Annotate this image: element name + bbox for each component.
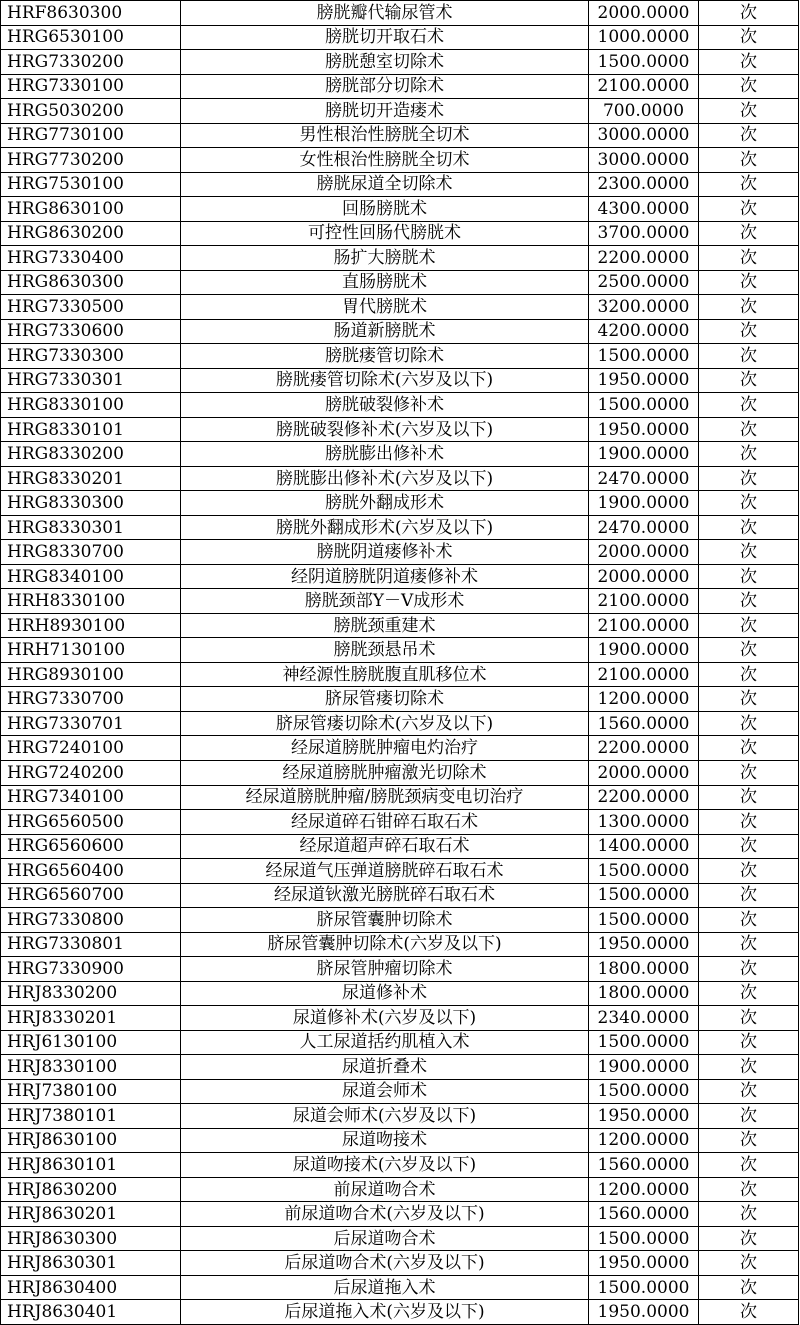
item-code-cell: HRJ8630101 bbox=[1, 1153, 181, 1178]
item-price-cell: 1560.0000 bbox=[589, 711, 699, 736]
item-price-cell: 1900.0000 bbox=[589, 442, 699, 467]
item-code-cell: HRJ7380101 bbox=[1, 1104, 181, 1129]
table-row bbox=[1, 1275, 799, 1300]
item-code-cell: HRG8330201 bbox=[1, 466, 181, 491]
item-name-cell: 直肠膀胱术 bbox=[181, 270, 589, 295]
item-unit-cell: 次 bbox=[699, 1055, 799, 1080]
item-name-cell: 回肠膀胱术 bbox=[181, 197, 589, 222]
item-price-cell: 2300.0000 bbox=[589, 172, 699, 197]
item-unit-cell: 次 bbox=[699, 197, 799, 222]
table-row bbox=[1, 393, 799, 418]
item-name-cell: 膀胱破裂修补术(六岁及以下) bbox=[181, 417, 589, 442]
table-row bbox=[1, 1226, 799, 1251]
item-price-cell: 1200.0000 bbox=[589, 1177, 699, 1202]
item-name-cell: 经尿道膀胱肿瘤激光切除术 bbox=[181, 760, 589, 785]
table-row bbox=[1, 859, 799, 884]
table-row bbox=[1, 957, 799, 982]
item-code-cell: HRG7340100 bbox=[1, 785, 181, 810]
item-code-cell: HRG8330100 bbox=[1, 393, 181, 418]
item-code-cell: HRG7330801 bbox=[1, 932, 181, 957]
item-name-cell: 膀胱瘘管切除术 bbox=[181, 344, 589, 369]
table-row bbox=[1, 515, 799, 540]
item-price-cell: 2470.0000 bbox=[589, 515, 699, 540]
item-code-cell: HRG8340100 bbox=[1, 564, 181, 589]
item-unit-cell: 次 bbox=[699, 540, 799, 565]
item-name-cell: 脐尿管瘘切除术(六岁及以下) bbox=[181, 711, 589, 736]
item-unit-cell: 次 bbox=[699, 270, 799, 295]
item-name-cell: 膀胱颈部Y－V成形术 bbox=[181, 589, 589, 614]
item-code-cell: HRG6560400 bbox=[1, 859, 181, 884]
item-price-cell: 1500.0000 bbox=[589, 50, 699, 75]
item-name-cell: 膀胱憩室切除术 bbox=[181, 50, 589, 75]
item-unit-cell: 次 bbox=[699, 564, 799, 589]
item-code-cell: HRJ8630400 bbox=[1, 1275, 181, 1300]
table-row bbox=[1, 442, 799, 467]
item-unit-cell: 次 bbox=[699, 466, 799, 491]
item-name-cell: 尿道折叠术 bbox=[181, 1055, 589, 1080]
table-row bbox=[1, 981, 799, 1006]
item-code-cell: HRG8330300 bbox=[1, 491, 181, 516]
item-name-cell: 前尿道吻合术(六岁及以下) bbox=[181, 1202, 589, 1227]
table-row bbox=[1, 810, 799, 835]
item-unit-cell: 次 bbox=[699, 491, 799, 516]
item-name-cell: 人工尿道括约肌植入术 bbox=[181, 1030, 589, 1055]
item-name-cell: 胃代膀胱术 bbox=[181, 295, 589, 320]
item-unit-cell: 次 bbox=[699, 1153, 799, 1178]
item-price-cell: 1500.0000 bbox=[589, 859, 699, 884]
item-name-cell: 后尿道吻合术(六岁及以下) bbox=[181, 1251, 589, 1276]
item-unit-cell: 次 bbox=[699, 1104, 799, 1129]
item-code-cell: HRJ8630201 bbox=[1, 1202, 181, 1227]
item-name-cell: 经尿道膀胱肿瘤电灼治疗 bbox=[181, 736, 589, 761]
item-name-cell: 膀胱膨出修补术 bbox=[181, 442, 589, 467]
table-row bbox=[1, 638, 799, 663]
item-unit-cell: 次 bbox=[699, 760, 799, 785]
item-code-cell: HRG7330500 bbox=[1, 295, 181, 320]
item-price-cell: 1950.0000 bbox=[589, 417, 699, 442]
item-name-cell: 经尿道膀胱肿瘤/膀胱颈病变电切治疗 bbox=[181, 785, 589, 810]
item-name-cell: 膀胱颈悬吊术 bbox=[181, 638, 589, 663]
item-unit-cell: 次 bbox=[699, 613, 799, 638]
item-name-cell: 经尿道碎石钳碎石取石术 bbox=[181, 810, 589, 835]
table-row bbox=[1, 736, 799, 761]
item-price-cell: 2100.0000 bbox=[589, 74, 699, 99]
item-code-cell: HRG8330200 bbox=[1, 442, 181, 467]
table-row bbox=[1, 466, 799, 491]
item-code-cell: HRG7530100 bbox=[1, 172, 181, 197]
item-name-cell: 经尿道气压弹道膀胱碎石取石术 bbox=[181, 859, 589, 884]
table-row bbox=[1, 1177, 799, 1202]
item-name-cell: 可控性回肠代膀胱术 bbox=[181, 221, 589, 246]
item-unit-cell: 次 bbox=[699, 74, 799, 99]
item-price-cell: 1900.0000 bbox=[589, 491, 699, 516]
item-unit-cell: 次 bbox=[699, 834, 799, 859]
item-price-cell: 2200.0000 bbox=[589, 785, 699, 810]
item-unit-cell: 次 bbox=[699, 221, 799, 246]
item-code-cell: HRG8330700 bbox=[1, 540, 181, 565]
item-code-cell: HRG7330600 bbox=[1, 319, 181, 344]
item-name-cell: 膀胱尿道全切除术 bbox=[181, 172, 589, 197]
item-code-cell: HRG8630100 bbox=[1, 197, 181, 222]
item-price-cell: 2470.0000 bbox=[589, 466, 699, 491]
item-price-cell: 1200.0000 bbox=[589, 1128, 699, 1153]
item-name-cell: 后尿道吻合术 bbox=[181, 1226, 589, 1251]
item-code-cell: HRG7330900 bbox=[1, 957, 181, 982]
item-code-cell: HRG7330100 bbox=[1, 74, 181, 99]
item-price-cell: 2200.0000 bbox=[589, 736, 699, 761]
item-unit-cell: 次 bbox=[699, 785, 799, 810]
table-row bbox=[1, 1079, 799, 1104]
item-code-cell: HRJ8330100 bbox=[1, 1055, 181, 1080]
item-name-cell: 膀胱颈重建术 bbox=[181, 613, 589, 638]
item-code-cell: HRG7240100 bbox=[1, 736, 181, 761]
table-row bbox=[1, 711, 799, 736]
item-unit-cell: 次 bbox=[699, 1128, 799, 1153]
item-unit-cell: 次 bbox=[699, 417, 799, 442]
table-row bbox=[1, 148, 799, 173]
item-name-cell: 男性根治性膀胱全切术 bbox=[181, 123, 589, 148]
item-price-cell: 1950.0000 bbox=[589, 932, 699, 957]
item-name-cell: 膀胱破裂修补术 bbox=[181, 393, 589, 418]
item-price-cell: 1950.0000 bbox=[589, 368, 699, 393]
item-unit-cell: 次 bbox=[699, 99, 799, 124]
item-name-cell: 膀胱瓣代输尿管术 bbox=[181, 1, 589, 26]
item-unit-cell: 次 bbox=[699, 172, 799, 197]
item-price-cell: 1800.0000 bbox=[589, 981, 699, 1006]
item-code-cell: HRG6530100 bbox=[1, 25, 181, 50]
item-name-cell: 脐尿管囊肿切除术 bbox=[181, 908, 589, 933]
table-row bbox=[1, 99, 799, 124]
item-code-cell: HRJ8630301 bbox=[1, 1251, 181, 1276]
item-unit-cell: 次 bbox=[699, 1202, 799, 1227]
item-name-cell: 膀胱外翻成形术(六岁及以下) bbox=[181, 515, 589, 540]
item-unit-cell: 次 bbox=[699, 1, 799, 26]
item-price-cell: 1300.0000 bbox=[589, 810, 699, 835]
item-code-cell: HRJ8630300 bbox=[1, 1226, 181, 1251]
item-code-cell: HRH8930100 bbox=[1, 613, 181, 638]
item-price-cell: 2100.0000 bbox=[589, 662, 699, 687]
item-unit-cell: 次 bbox=[699, 442, 799, 467]
item-price-cell: 1500.0000 bbox=[589, 1275, 699, 1300]
item-price-cell: 1560.0000 bbox=[589, 1153, 699, 1178]
table-row bbox=[1, 417, 799, 442]
item-code-cell: HRG7730200 bbox=[1, 148, 181, 173]
item-code-cell: HRG6560600 bbox=[1, 834, 181, 859]
item-unit-cell: 次 bbox=[699, 515, 799, 540]
item-unit-cell: 次 bbox=[699, 1275, 799, 1300]
item-code-cell: HRH7130100 bbox=[1, 638, 181, 663]
table-row bbox=[1, 74, 799, 99]
item-code-cell: HRG7730100 bbox=[1, 123, 181, 148]
item-name-cell: 尿道修补术 bbox=[181, 981, 589, 1006]
item-name-cell: 膀胱切开造瘘术 bbox=[181, 99, 589, 124]
item-unit-cell: 次 bbox=[699, 711, 799, 736]
item-unit-cell: 次 bbox=[699, 957, 799, 982]
item-name-cell: 前尿道吻合术 bbox=[181, 1177, 589, 1202]
table-row bbox=[1, 319, 799, 344]
item-name-cell: 经尿道钬激光膀胱碎石取石术 bbox=[181, 883, 589, 908]
table-row bbox=[1, 932, 799, 957]
table-row bbox=[1, 883, 799, 908]
item-name-cell: 膀胱阴道瘘修补术 bbox=[181, 540, 589, 565]
item-price-cell: 1900.0000 bbox=[589, 638, 699, 663]
item-unit-cell: 次 bbox=[699, 1177, 799, 1202]
item-unit-cell: 次 bbox=[699, 810, 799, 835]
item-price-cell: 1560.0000 bbox=[589, 1202, 699, 1227]
item-code-cell: HRF8630300 bbox=[1, 1, 181, 26]
item-price-cell: 1500.0000 bbox=[589, 393, 699, 418]
table-row bbox=[1, 123, 799, 148]
item-price-cell: 2000.0000 bbox=[589, 1, 699, 26]
item-name-cell: 肠扩大膀胱术 bbox=[181, 246, 589, 271]
table-row bbox=[1, 908, 799, 933]
table-row bbox=[1, 344, 799, 369]
item-code-cell: HRG8930100 bbox=[1, 662, 181, 687]
item-code-cell: HRG7330701 bbox=[1, 711, 181, 736]
table-row bbox=[1, 564, 799, 589]
item-code-cell: HRG6560500 bbox=[1, 810, 181, 835]
item-code-cell: HRG8330301 bbox=[1, 515, 181, 540]
item-price-cell: 2100.0000 bbox=[589, 613, 699, 638]
item-name-cell: 尿道吻接术 bbox=[181, 1128, 589, 1153]
item-price-cell: 1950.0000 bbox=[589, 1251, 699, 1276]
table-row bbox=[1, 1153, 799, 1178]
item-unit-cell: 次 bbox=[699, 295, 799, 320]
table-row bbox=[1, 270, 799, 295]
item-code-cell: HRG7330200 bbox=[1, 50, 181, 75]
table-row bbox=[1, 1128, 799, 1153]
item-unit-cell: 次 bbox=[699, 589, 799, 614]
item-code-cell: HRJ6130100 bbox=[1, 1030, 181, 1055]
item-name-cell: 尿道修补术(六岁及以下) bbox=[181, 1006, 589, 1031]
item-unit-cell: 次 bbox=[699, 393, 799, 418]
item-unit-cell: 次 bbox=[699, 25, 799, 50]
item-price-cell: 2340.0000 bbox=[589, 1006, 699, 1031]
table-row bbox=[1, 785, 799, 810]
item-unit-cell: 次 bbox=[699, 908, 799, 933]
item-code-cell: HRG8630300 bbox=[1, 270, 181, 295]
item-unit-cell: 次 bbox=[699, 368, 799, 393]
item-unit-cell: 次 bbox=[699, 246, 799, 271]
item-price-cell: 1400.0000 bbox=[589, 834, 699, 859]
item-price-cell: 3700.0000 bbox=[589, 221, 699, 246]
item-price-cell: 2000.0000 bbox=[589, 564, 699, 589]
item-code-cell: HRG8330101 bbox=[1, 417, 181, 442]
table-row bbox=[1, 50, 799, 75]
item-code-cell: HRG5030200 bbox=[1, 99, 181, 124]
fee-table-body bbox=[1, 1, 799, 1325]
table-row bbox=[1, 687, 799, 712]
item-name-cell: 后尿道拖入术 bbox=[181, 1275, 589, 1300]
item-unit-cell: 次 bbox=[699, 1226, 799, 1251]
item-price-cell: 2200.0000 bbox=[589, 246, 699, 271]
item-price-cell: 1900.0000 bbox=[589, 1055, 699, 1080]
item-price-cell: 1000.0000 bbox=[589, 25, 699, 50]
item-code-cell: HRG7330301 bbox=[1, 368, 181, 393]
table-row bbox=[1, 1104, 799, 1129]
table-row bbox=[1, 1006, 799, 1031]
item-price-cell: 1800.0000 bbox=[589, 957, 699, 982]
item-price-cell: 4300.0000 bbox=[589, 197, 699, 222]
table-row bbox=[1, 662, 799, 687]
table-row bbox=[1, 221, 799, 246]
item-price-cell: 3200.0000 bbox=[589, 295, 699, 320]
item-code-cell: HRJ8330200 bbox=[1, 981, 181, 1006]
table-row bbox=[1, 1055, 799, 1080]
item-code-cell: HRG7240200 bbox=[1, 760, 181, 785]
item-name-cell: 女性根治性膀胱全切术 bbox=[181, 148, 589, 173]
item-price-cell: 1500.0000 bbox=[589, 344, 699, 369]
item-unit-cell: 次 bbox=[699, 1006, 799, 1031]
item-code-cell: HRJ7380100 bbox=[1, 1079, 181, 1104]
table-row bbox=[1, 760, 799, 785]
item-unit-cell: 次 bbox=[699, 859, 799, 884]
item-code-cell: HRG6560700 bbox=[1, 883, 181, 908]
item-code-cell: HRG7330300 bbox=[1, 344, 181, 369]
item-unit-cell: 次 bbox=[699, 736, 799, 761]
table-row bbox=[1, 1202, 799, 1227]
item-name-cell: 膀胱部分切除术 bbox=[181, 74, 589, 99]
item-unit-cell: 次 bbox=[699, 319, 799, 344]
item-price-cell: 1950.0000 bbox=[589, 1300, 699, 1325]
item-price-cell: 1500.0000 bbox=[589, 1226, 699, 1251]
item-name-cell: 脐尿管瘘切除术 bbox=[181, 687, 589, 712]
item-price-cell: 3000.0000 bbox=[589, 148, 699, 173]
item-unit-cell: 次 bbox=[699, 638, 799, 663]
item-price-cell: 2000.0000 bbox=[589, 540, 699, 565]
item-price-cell: 2100.0000 bbox=[589, 589, 699, 614]
item-name-cell: 膀胱外翻成形术 bbox=[181, 491, 589, 516]
item-unit-cell: 次 bbox=[699, 1300, 799, 1325]
table-row bbox=[1, 172, 799, 197]
item-price-cell: 2500.0000 bbox=[589, 270, 699, 295]
item-price-cell: 1200.0000 bbox=[589, 687, 699, 712]
item-price-cell: 1500.0000 bbox=[589, 1079, 699, 1104]
item-name-cell: 经阴道膀胱阴道瘘修补术 bbox=[181, 564, 589, 589]
item-name-cell: 膀胱瘘管切除术(六岁及以下) bbox=[181, 368, 589, 393]
table-row bbox=[1, 1030, 799, 1055]
table-row bbox=[1, 295, 799, 320]
item-price-cell: 3000.0000 bbox=[589, 123, 699, 148]
item-code-cell: HRJ8630100 bbox=[1, 1128, 181, 1153]
item-unit-cell: 次 bbox=[699, 344, 799, 369]
table-row bbox=[1, 1251, 799, 1276]
item-unit-cell: 次 bbox=[699, 148, 799, 173]
item-name-cell: 肠道新膀胱术 bbox=[181, 319, 589, 344]
item-code-cell: HRH8330100 bbox=[1, 589, 181, 614]
item-price-cell: 1500.0000 bbox=[589, 1030, 699, 1055]
table-row bbox=[1, 197, 799, 222]
table-row bbox=[1, 589, 799, 614]
item-name-cell: 尿道吻接术(六岁及以下) bbox=[181, 1153, 589, 1178]
table-row bbox=[1, 1300, 799, 1325]
item-unit-cell: 次 bbox=[699, 662, 799, 687]
item-unit-cell: 次 bbox=[699, 1079, 799, 1104]
item-name-cell: 尿道会师术(六岁及以下) bbox=[181, 1104, 589, 1129]
item-name-cell: 神经源性膀胱腹直肌移位术 bbox=[181, 662, 589, 687]
item-price-cell: 2000.0000 bbox=[589, 760, 699, 785]
item-name-cell: 脐尿管囊肿切除术(六岁及以下) bbox=[181, 932, 589, 957]
table-row bbox=[1, 491, 799, 516]
item-unit-cell: 次 bbox=[699, 1030, 799, 1055]
item-price-cell: 4200.0000 bbox=[589, 319, 699, 344]
item-code-cell: HRJ8630401 bbox=[1, 1300, 181, 1325]
item-name-cell: 膀胱切开取石术 bbox=[181, 25, 589, 50]
table-row bbox=[1, 540, 799, 565]
item-unit-cell: 次 bbox=[699, 687, 799, 712]
item-unit-cell: 次 bbox=[699, 981, 799, 1006]
item-unit-cell: 次 bbox=[699, 123, 799, 148]
item-unit-cell: 次 bbox=[699, 50, 799, 75]
item-code-cell: HRG7330800 bbox=[1, 908, 181, 933]
item-code-cell: HRG7330400 bbox=[1, 246, 181, 271]
item-code-cell: HRG8630200 bbox=[1, 221, 181, 246]
item-price-cell: 1500.0000 bbox=[589, 883, 699, 908]
item-name-cell: 后尿道拖入术(六岁及以下) bbox=[181, 1300, 589, 1325]
item-code-cell: HRJ8330201 bbox=[1, 1006, 181, 1031]
item-name-cell: 尿道会师术 bbox=[181, 1079, 589, 1104]
item-code-cell: HRG7330700 bbox=[1, 687, 181, 712]
item-name-cell: 脐尿管肿瘤切除术 bbox=[181, 957, 589, 982]
table-row bbox=[1, 246, 799, 271]
item-code-cell: HRJ8630200 bbox=[1, 1177, 181, 1202]
item-price-cell: 700.0000 bbox=[589, 99, 699, 124]
item-price-cell: 1500.0000 bbox=[589, 908, 699, 933]
item-unit-cell: 次 bbox=[699, 883, 799, 908]
item-unit-cell: 次 bbox=[699, 1251, 799, 1276]
item-name-cell: 膀胱膨出修补术(六岁及以下) bbox=[181, 466, 589, 491]
item-price-cell: 1950.0000 bbox=[589, 1104, 699, 1129]
table-row bbox=[1, 1, 799, 26]
table-row bbox=[1, 368, 799, 393]
table-row bbox=[1, 834, 799, 859]
item-unit-cell: 次 bbox=[699, 932, 799, 957]
item-name-cell: 经尿道超声碎石取石术 bbox=[181, 834, 589, 859]
table-row bbox=[1, 25, 799, 50]
table-row bbox=[1, 613, 799, 638]
